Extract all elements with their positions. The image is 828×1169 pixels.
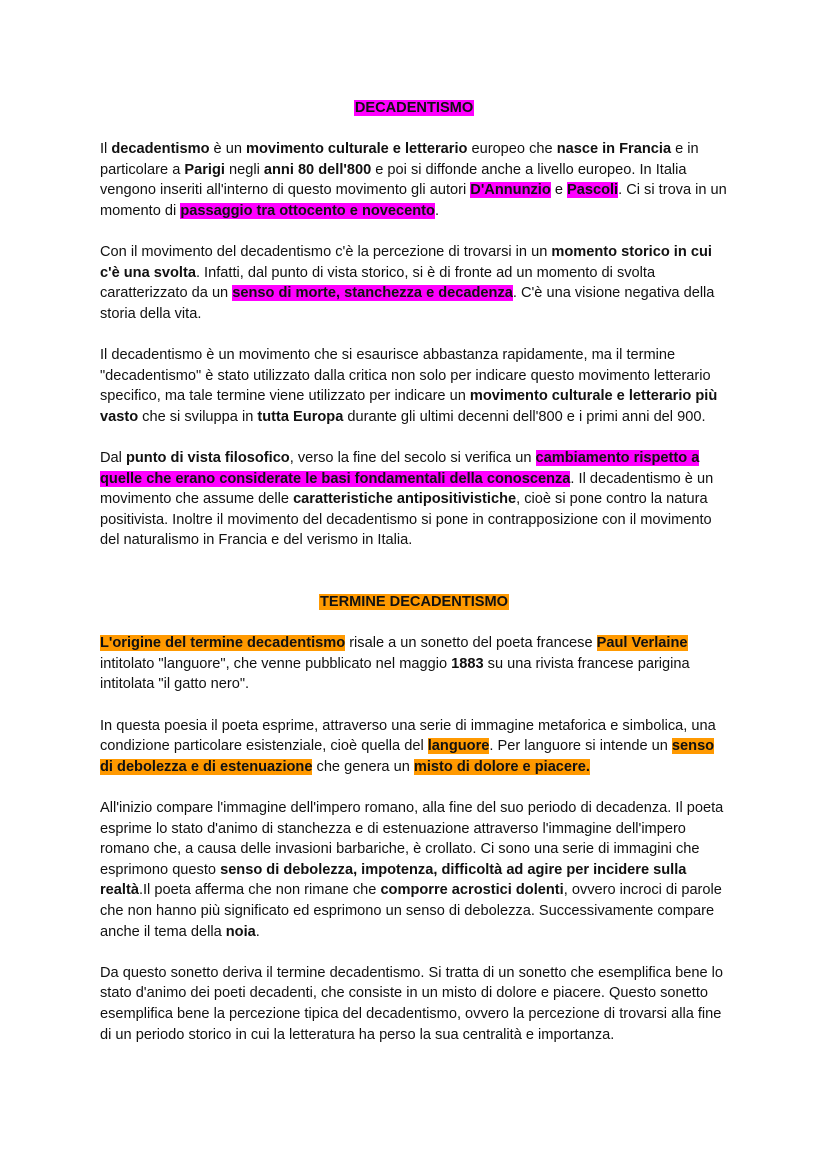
text-run: In questa poesia il poeta esprime, attraverso una serie di immagine metaforica e simbolica, una condizione particolare esistenziale, cioè quella del: [100, 717, 716, 755]
highlighted-text: senso di debolezza e di estenuazione: [100, 738, 715, 775]
bold-text: noia: [225, 923, 256, 940]
text-run: e poi si diffonde anche a livello europeo. In Italia vengono inseriti all'interno di questo movimento gli autori: [100, 161, 687, 199]
bold-text: movimento culturale e letterario più vasto: [100, 388, 718, 425]
text-run: , verso la fine del secolo si verifica un: [289, 450, 536, 467]
text-run: e: [550, 182, 567, 199]
section-heading: [100, 592, 728, 613]
bold-text: decadentismo: [111, 141, 210, 158]
text-run: su una rivista francese parigina intitolata "il gatto nero".: [100, 655, 690, 693]
text-run: Da questo sonetto deriva il termine decadentismo. Si tratta di un sonetto che esemplifica bene lo stato d'animo dei poeti decadenti, che consiste in un misto di dolore e piacere. Questo sonetto esemplifica bene la percezione tipica del decadentismo, ovvero la percezione di trovarsi alla fine di un periodo storico in cui la letteratura ha perso la sua centralità e importanza.: [100, 964, 724, 1043]
highlighted-text: senso di morte, stanchezza e decadenza: [232, 285, 513, 302]
highlighted-text: cambiamento rispetto a quelle che erano considerate le basi fondamentali della conoscenza: [100, 450, 700, 487]
highlighted-text: passaggio tra ottocento e novecento: [180, 202, 435, 219]
paragraph: [100, 716, 728, 778]
bold-text: momento storico in cui c'è una svolta: [100, 244, 712, 281]
paragraph: [100, 633, 728, 695]
highlighted-text: languore: [427, 738, 490, 755]
text-run: , ovvero incroci di parole che non hanno più significato ed esprimono un senso di debolezza. Successivamente compare anche il tema della: [100, 882, 722, 940]
bold-text: nasce in Francia: [556, 141, 672, 158]
text-run: negli: [224, 161, 264, 178]
text-run: europeo che: [467, 141, 557, 158]
text-run: .Il poeta afferma che non rimane che: [138, 882, 381, 899]
bold-text: senso di debolezza, impotenza, difficoltà ad agire per incidere sulla realtà: [100, 861, 687, 899]
highlighted-text: Paul Verlaine: [596, 635, 688, 652]
text-run: e in particolare a: [100, 141, 699, 178]
bold-text: caratteristiche antipositivistiche: [293, 491, 517, 508]
text-run: è un: [209, 141, 247, 158]
bold-text: movimento culturale e letterario: [246, 141, 468, 158]
bold-text: Parigi: [184, 161, 225, 178]
paragraph: [100, 448, 728, 551]
text-run: durante gli ultimi decenni dell'800 e i primi anni del 900.: [343, 408, 706, 425]
text-run: . Ci si trova in un momento di: [100, 182, 727, 219]
text-run: che genera un: [312, 758, 414, 775]
text-run: All'inizio compare l'immagine dell'impero romano, alla fine del suo periodo di decadenza. Il poeta esprime lo stato d'animo di stanchezza e di estenuazione attraverso l'immagine dell'impero romano che, a causa delle invasioni barbariche, è crollato. Ci sono una serie di immagini che esprimono questo: [100, 800, 724, 878]
bold-text: tutta Europa: [257, 408, 344, 425]
paragraph: [100, 242, 728, 324]
paragraph: [100, 963, 728, 1045]
bold-text: punto di vista filosofico: [125, 450, 290, 467]
section-heading: [100, 98, 728, 119]
text-run: che si sviluppa in: [138, 408, 258, 425]
highlighted-text: Pascoli: [567, 182, 619, 199]
text-run: . Per languore si intende un: [489, 738, 672, 755]
paragraph: [100, 139, 728, 221]
text-run: Il decadentismo è un movimento che si esaurisce abbastanza rapidamente, ma il termine "decadentismo" è stato utilizzato dalla critica non solo per indicare questo movimento letterario specifico, ma tale termine viene utilizzato per indicare un: [100, 347, 711, 405]
text-run: risale a un sonetto del poeta francese: [345, 635, 597, 652]
text-run: Con il movimento del decadentismo c'è la percezione di trovarsi in un: [100, 244, 552, 261]
text-run: Il: [100, 141, 112, 158]
text-run: . Infatti, dal punto di vista storico, si è di fronte ad un momento di svolta caratterizzato da un: [100, 264, 656, 302]
bold-text: anni 80 dell'800: [263, 161, 372, 178]
bold-text: 1883: [451, 655, 484, 672]
text-run: Dal: [100, 450, 126, 467]
paragraph: [100, 798, 728, 942]
paragraph: [100, 345, 728, 427]
highlighted-text: L'origine del termine decadentismo: [100, 635, 346, 652]
section: [100, 592, 728, 1045]
section-title: TERMINE DECADENTISMO: [319, 594, 509, 611]
text-run: . Il decadentismo è un movimento che assume delle: [100, 470, 714, 508]
section: [100, 98, 728, 551]
text-run: , cioè si pone contro la natura positivista. Inoltre il movimento del decadentismo si pone in contrapposizione con il movimento del naturalismo in Francia e del verismo in Italia.: [100, 491, 712, 549]
text-run: .: [434, 202, 439, 219]
highlighted-text: D'Annunzio: [470, 182, 551, 199]
highlighted-text: misto di dolore e piacere.: [413, 758, 590, 775]
text-run: intitolato "languore", che venne pubblicato nel maggio: [100, 655, 452, 672]
text-run: .: [255, 923, 260, 940]
bold-text: comporre acrostici dolenti: [380, 882, 564, 899]
text-run: . C'è una visione negativa della storia della vita.: [100, 285, 715, 322]
document-page: [100, 98, 728, 1066]
section-title: DECADENTISMO: [354, 100, 474, 116]
